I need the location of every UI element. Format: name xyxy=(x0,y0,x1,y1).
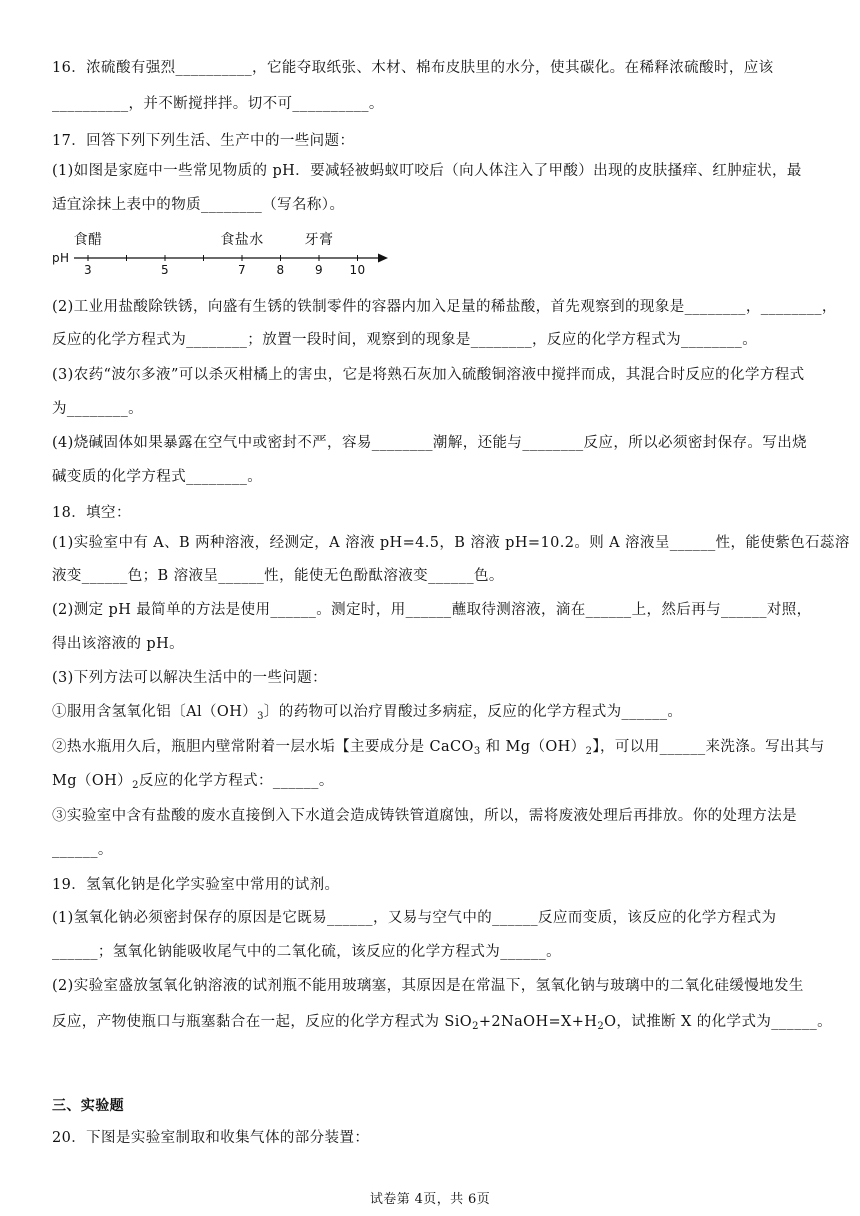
ph-tick-label: 5 xyxy=(160,263,170,276)
q17-3-line-1: (3)农药“波尔多液”可以杀灭柑橘上的害虫，它是将熟石灰加入硫酸铜溶液中搅拌而成，其混合时反应的化学方程式 xyxy=(52,367,805,383)
q18-3-item-3-line-2: ______。 xyxy=(52,842,113,858)
q17-2-line-2: 反应的化学方程式为________；放置一段时间，观察到的现象是________，反应的化学方程式为________。 xyxy=(52,332,758,348)
ph-tick-label: 7 xyxy=(237,263,247,276)
q19-2-line-1: (2)实验室盛放氢氧化钠溶液的试剂瓶不能用玻璃塞，其原因是在常温下，氢氧化钠与玻璃中的二氧化硅缓慢地发生 xyxy=(52,978,804,994)
q18-3-item-1: ①服用含氢氧化铝〔$Al(OH)_3$〕的药物可以治疗胃酸过多病症，反应的化学方程式为______。 xyxy=(52,704,683,722)
q18-2-line-1: (2)测定 pH 最简单的方法是使用______。测定时，用______蘸取待测溶液，滴在______上，然后再与______对照， xyxy=(52,602,812,618)
q18-1-line-1: (1)实验室中有 A、B 两种溶液，经测定，A 溶液 pH=4.5，B 溶液 pH=10.2。则 A 溶液呈______性，能使紫色石蕊溶 xyxy=(52,535,850,551)
q18-3-title: (3)下列方法可以解决生活中的一些问题： xyxy=(52,670,328,686)
q16-line-2: __________，并不断搅拌拌。切不可__________。 xyxy=(52,96,384,112)
q17-4-line-2: 碱变质的化学方程式________。 xyxy=(52,469,263,485)
page-footer: 试卷第 4页，共 6页 xyxy=(369,1192,491,1207)
ph-substance-label: 食醋 xyxy=(73,232,103,248)
q17-3-line-2: 为________。 xyxy=(52,401,143,417)
q19-title: 19．氢氧化钠是化学实验室中常用的试剂。 xyxy=(52,877,340,893)
q19-2-line-2: 反应，产物使瓶口与瓶塞黏合在一起，反应的化学方程式为 $SiO_2+2NaOH=X+H_2O$，试推断 X 的化学式为______。 xyxy=(52,1014,833,1032)
ph-tick-label: 10 xyxy=(349,263,366,276)
ph-tick-label: 9 xyxy=(314,263,324,276)
q18-3-item-3-line-1: ③实验室中含有盐酸的废水直接倒入下水道会造成铸铁管道腐蚀，所以，需将废液处理后再排放。你的处理方法是 xyxy=(52,808,797,824)
q17-title: 17．回答下列下列生活、生产中的一些问题： xyxy=(52,133,355,149)
q17-2-line-1: (2)工业用盐酸除铁锈，向盛有生锈的铁制零件的容器内加入足量的稀盐酸，首先观察到的现象是________，________， xyxy=(52,299,837,315)
ph-axis-arrow xyxy=(378,254,388,263)
q20-title: 20．下图是实验室制取和收集气体的部分装置： xyxy=(52,1130,370,1146)
q17-1-line-1: (1)如图是家庭中一些常见物质的 pH．要减轻被蚂蚁叮咬后（向人体注入了甲酸）出现的皮肤搔痒、红肿症状，最 xyxy=(52,163,802,179)
ph-tick-label: 3 xyxy=(83,263,93,276)
q17-1-line-2: 适宜涂抹上表中的物质________（写名称）。 xyxy=(52,197,345,213)
q18-2-line-2: 得出该溶液的 pH。 xyxy=(52,636,185,652)
section-heading: 三、实验题 xyxy=(52,1098,124,1114)
q18-1-line-2: 液变______色；B 溶液呈______性，能使无色酚酞溶液变______色。 xyxy=(52,568,504,584)
q18-3-item-2-line-1: ②热水瓶用久后，瓶胆内壁常附着一层水垢【主要成分是 CaCO$_3$ 和 $Mg(OH)_2$】，可以用______来洗涤。写出其与 xyxy=(52,739,825,757)
q16-line-1: 16．浓硫酸有强烈__________，它能夺取纸张、木材、棉布皮肤里的水分，使其碳化。在稀释浓硫酸时，应该 xyxy=(52,60,774,76)
q18-title: 18．填空： xyxy=(52,505,131,521)
q18-3-item-2-line-2: $Mg(OH)_2$反应的化学方程式：______。 xyxy=(52,773,334,791)
ph-substance-label: 牙膏 xyxy=(304,232,334,248)
ph-scale-figure xyxy=(52,228,402,276)
ph-axis-label: pH xyxy=(52,251,70,265)
ph-substance-label: 食盐水 xyxy=(220,232,264,248)
q19-1-line-1: (1)氢氧化钠必须密封保存的原因是它既易______，又易与空气中的______反应而变质，该反应的化学方程式为 xyxy=(52,910,777,926)
ph-tick-label: 8 xyxy=(276,263,285,276)
q17-4-line-1: (4)烧碱固体如果暴露在空气中或密封不严，容易________潮解，还能与________反应，所以必须密封保存。写出烧 xyxy=(52,435,808,451)
q19-1-line-2: ______；氢氧化钠能吸收尾气中的二氧化硫，该反应的化学方程式为______。 xyxy=(52,944,561,960)
